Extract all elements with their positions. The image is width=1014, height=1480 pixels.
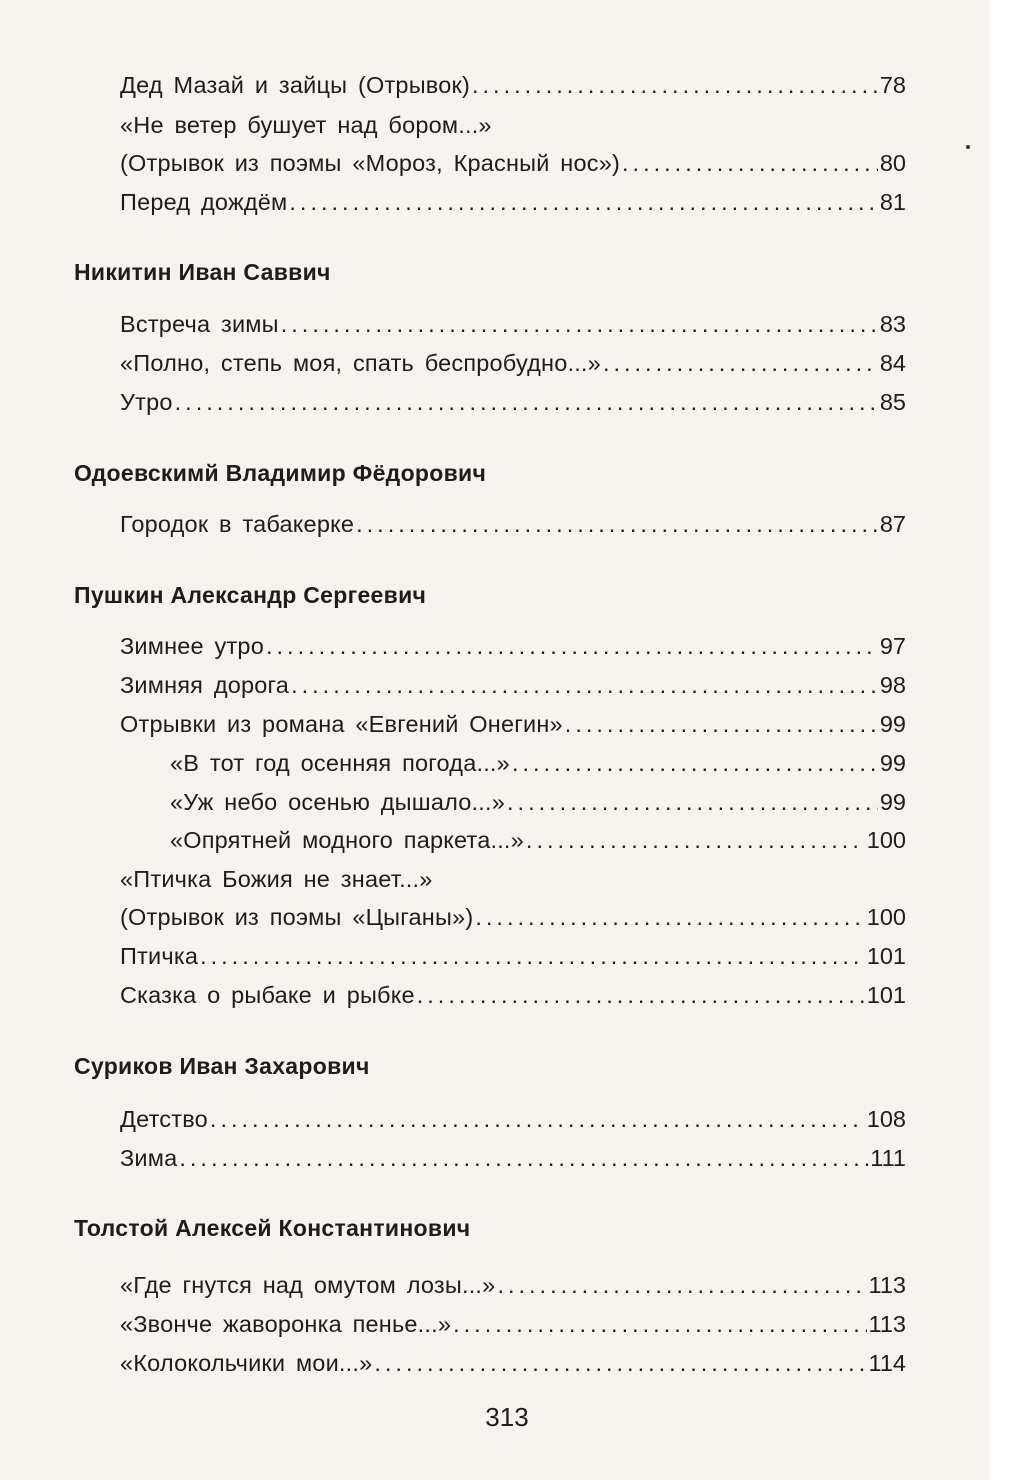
leader-dots bbox=[291, 672, 878, 699]
page-edge bbox=[990, 0, 1014, 1480]
toc-entry-page: 100 bbox=[866, 827, 906, 853]
toc-entry-page: 101 bbox=[866, 943, 906, 969]
toc-entry bbox=[120, 982, 906, 1009]
toc-entry-page: 113 bbox=[868, 1311, 906, 1337]
leader-dots bbox=[526, 827, 865, 854]
leader-dots bbox=[175, 389, 878, 416]
page-number: 313 bbox=[485, 1402, 529, 1432]
author-heading: Никитин Иван Саввич bbox=[74, 259, 331, 285]
toc-entry-page: 108 bbox=[866, 1106, 906, 1132]
print-speck bbox=[966, 145, 970, 149]
leader-dots bbox=[210, 1106, 865, 1133]
toc-entry bbox=[120, 311, 906, 338]
leader-dots bbox=[200, 943, 865, 970]
leader-dots bbox=[512, 750, 878, 777]
toc-entry-title: Дед Мазай и зайцы (Отрывок) bbox=[120, 72, 470, 98]
toc-entry-title: Отрывки из романа «Евгений Онегин» bbox=[120, 711, 563, 737]
toc-entry-title: (Отрывок из поэмы «Цыганы») bbox=[120, 904, 474, 930]
toc-entry-title: «Полно, степь моя, спать беспробудно...» bbox=[120, 350, 601, 376]
toc-entry-title: «Звонче жаворонка пенье...» bbox=[120, 1311, 452, 1337]
leader-dots bbox=[622, 150, 878, 177]
toc-entry bbox=[120, 1272, 906, 1299]
toc-entry-page: 100 bbox=[866, 904, 906, 930]
toc-entry-title: «Опрятней модного паркета...» bbox=[170, 827, 524, 853]
author-heading: Одоевскимй Владимир Фёдорович bbox=[74, 460, 487, 486]
toc-subentry bbox=[170, 827, 906, 854]
leader-dots bbox=[603, 350, 878, 377]
toc-entry-title: Сказка о рыбаке и рыбке bbox=[120, 982, 415, 1008]
toc-entry-page: 78 bbox=[879, 72, 906, 98]
toc-entry-page: 98 bbox=[879, 672, 906, 698]
toc-entry-title: Городок в табакерке bbox=[120, 511, 355, 537]
leader-dots bbox=[179, 1145, 868, 1172]
toc-entry-title: Детство bbox=[120, 1106, 208, 1132]
toc-entry-page: 83 bbox=[879, 311, 906, 337]
leader-dots bbox=[507, 789, 878, 816]
toc-entry-page: 99 bbox=[879, 711, 906, 737]
leader-dots bbox=[374, 1350, 866, 1377]
toc-entry-page: 87 bbox=[879, 511, 906, 537]
leader-dots bbox=[472, 72, 878, 99]
toc-entry-page: 101 bbox=[866, 982, 906, 1008]
leader-dots bbox=[475, 904, 864, 931]
toc-entry-page: 99 bbox=[879, 789, 906, 815]
toc-entry bbox=[120, 711, 906, 738]
toc-entry bbox=[120, 672, 906, 699]
leader-dots bbox=[565, 711, 878, 738]
toc-entry-title: «В тот год осенняя погода...» bbox=[170, 750, 510, 776]
author-heading: Пушкин Александр Сергеевич bbox=[74, 582, 427, 608]
toc-entry-title: «Где гнутся над омутом лозы...» bbox=[120, 1272, 496, 1298]
leader-dots bbox=[266, 633, 878, 660]
toc-entry-page: 97 bbox=[879, 633, 906, 659]
toc-entry-title: Птичка bbox=[120, 943, 199, 969]
toc-entry-title: Зима bbox=[120, 1145, 178, 1171]
toc-entry-page: 84 bbox=[879, 350, 906, 376]
toc-entry-title: «Уж небо осенью дышало...» bbox=[170, 789, 506, 815]
leader-dots bbox=[289, 189, 877, 216]
toc-entry-page: 80 bbox=[879, 150, 906, 176]
toc-entry bbox=[120, 1311, 906, 1338]
toc-entry bbox=[120, 1350, 906, 1377]
leader-dots bbox=[417, 982, 865, 1009]
toc-entry bbox=[120, 389, 906, 416]
leader-dots bbox=[453, 1311, 866, 1338]
toc-entry-preline: «Не ветер бушует над бором...» bbox=[120, 112, 492, 138]
toc-entry bbox=[120, 150, 906, 177]
toc-entry-page: 99 bbox=[879, 750, 906, 776]
toc-entry-title: Встреча зимы bbox=[120, 311, 279, 337]
toc-subentry bbox=[170, 789, 906, 816]
toc-subentry bbox=[170, 750, 906, 777]
toc-entry bbox=[120, 72, 906, 99]
toc-entry-title: Зимнее утро bbox=[120, 633, 264, 659]
toc-entry-title: Утро bbox=[120, 389, 173, 415]
toc-entry bbox=[120, 1145, 906, 1172]
toc-entry-page: 114 bbox=[868, 1350, 906, 1376]
toc-entry-title: «Колокольчики мои...» bbox=[120, 1350, 373, 1376]
toc-entry bbox=[120, 633, 906, 660]
toc-entry-page: 111 bbox=[870, 1145, 906, 1171]
toc-entry bbox=[120, 904, 906, 931]
leader-dots bbox=[356, 511, 878, 538]
author-heading: Суриков Иван Захарович bbox=[74, 1053, 370, 1079]
toc-entry-page: 113 bbox=[868, 1272, 906, 1298]
author-heading: Толстой Алексей Константинович bbox=[74, 1215, 471, 1241]
toc-entry-page: 85 bbox=[879, 389, 906, 415]
leader-dots bbox=[497, 1272, 866, 1299]
toc-entry bbox=[120, 1106, 906, 1133]
toc-entry bbox=[120, 943, 906, 970]
toc-entry bbox=[120, 350, 906, 377]
toc-entry-title: Зимняя дорога bbox=[120, 672, 290, 698]
toc-entry bbox=[120, 511, 906, 538]
toc-entry-title: Перед дождём bbox=[120, 189, 288, 215]
toc-entry-preline: «Птичка Божия не знает...» bbox=[120, 866, 433, 892]
toc-entry-page: 81 bbox=[879, 189, 906, 215]
leader-dots bbox=[281, 311, 878, 338]
toc-entry-title: (Отрывок из поэмы «Мороз, Красный нос») bbox=[120, 150, 621, 176]
toc-entry bbox=[120, 189, 906, 216]
